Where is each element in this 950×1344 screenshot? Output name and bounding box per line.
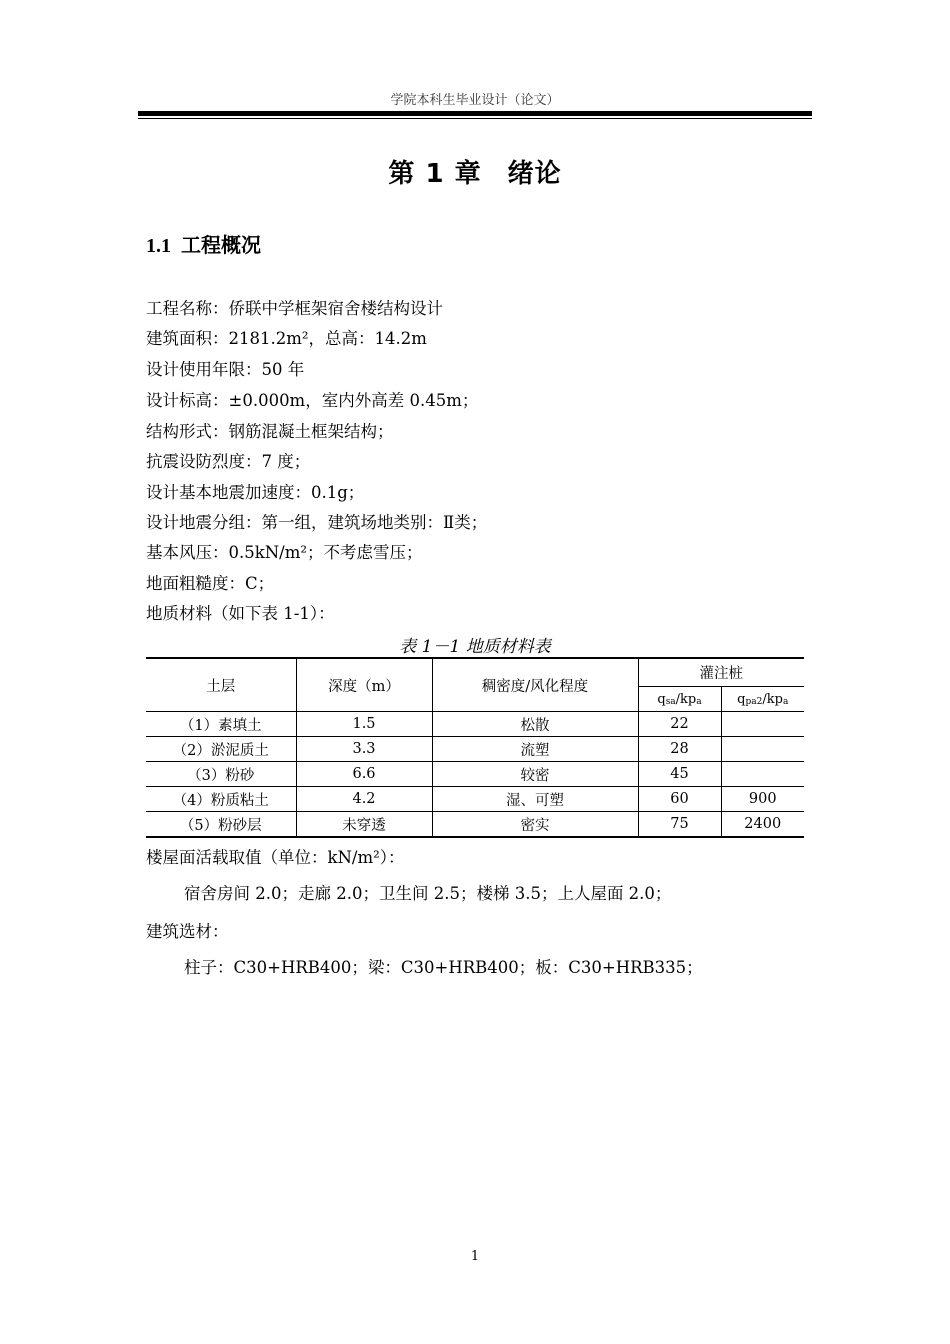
cell-qsa: 28 [638, 737, 721, 762]
elevation-line: 设计标高：±0.000m，室内外高差 0.45m； [146, 391, 479, 410]
materials-title: 建筑选材： [146, 922, 229, 941]
cell-qpa2 [721, 712, 804, 737]
seismic-acceleration-line: 设计基本地震加速度：0.1g； [146, 483, 365, 502]
geology-table [146, 657, 804, 838]
cell-qsa: 22 [638, 712, 721, 737]
seismic-intensity-line: 抗震设防烈度：7 度； [146, 452, 311, 471]
header-qpa2: $q_{pa2}/kp_a$ [721, 687, 804, 712]
section-title [146, 229, 261, 258]
chapter-title [0, 153, 950, 190]
cell-qpa2: 2400 [721, 812, 804, 838]
cell-layer: （1）素填土 [146, 712, 296, 737]
table-caption: 表 1－1 地质材料表 [399, 637, 551, 657]
cell-depth: 4.2 [296, 787, 432, 812]
table-row [146, 762, 804, 787]
header-depth: 深度（m） [296, 658, 432, 712]
table-row [146, 737, 804, 762]
page-number: 1 [470, 1249, 480, 1264]
live-load-values: 宿舍房间 2.0；走廊 2.0；卫生间 2.5；楼梯 3.5；上人屋面 2.0； [184, 884, 672, 903]
header-density: 稠密度/风化程度 [432, 658, 638, 712]
cell-density: 较密 [432, 762, 638, 787]
chapter-number: 第 1 章 [388, 159, 482, 189]
cell-density: 密实 [432, 812, 638, 838]
chapter-name: 绪论 [507, 159, 562, 189]
cell-qsa: 45 [638, 762, 721, 787]
header-qsa: $q_{sa}/kp_a$ [638, 687, 721, 712]
ground-roughness-line: 地面粗糙度：C； [146, 574, 275, 593]
section-number: 1.1 [146, 235, 171, 257]
cell-qpa2 [721, 737, 804, 762]
seismic-group-line: 设计地震分组：第一组，建筑场地类别：Ⅱ类； [146, 513, 488, 532]
wind-pressure-line: 基本风压：0.5kN/m²；不考虑雪压； [146, 543, 423, 562]
cell-layer: （2）淤泥质土 [146, 737, 296, 762]
structure-type-line: 结构形式：钢筋混凝土框架结构； [146, 422, 394, 441]
cell-density: 松散 [432, 712, 638, 737]
cell-qpa2: 900 [721, 787, 804, 812]
cell-qsa: 60 [638, 787, 721, 812]
cell-depth: 6.6 [296, 762, 432, 787]
building-area-line: 建筑面积：2181.2m²，总高：14.2m [146, 329, 427, 348]
live-load-title: 楼屋面活载取值（单位：kN/m²）： [146, 848, 405, 867]
cell-qpa2 [721, 762, 804, 787]
project-name-line: 工程名称：侨联中学框架宿舍楼结构设计 [146, 299, 443, 318]
cell-depth: 1.5 [296, 712, 432, 737]
cell-density: 湿、可塑 [432, 787, 638, 812]
service-life-line: 设计使用年限：50 年 [146, 360, 305, 379]
cell-qsa: 75 [638, 812, 721, 838]
materials-values: 柱子：C30+HRB400；梁：C30+HRB400；板：C30+HRB335； [184, 958, 703, 977]
header-layer: 土层 [146, 658, 296, 712]
header-rule-thin [138, 118, 812, 119]
cell-layer: （3）粉砂 [146, 762, 296, 787]
table-row [146, 787, 804, 812]
table-row [146, 712, 804, 737]
cell-layer: （5）粉砂层 [146, 812, 296, 838]
section-name: 工程概况 [181, 233, 261, 257]
running-header: 学院本科生毕业设计（论文） [390, 93, 560, 108]
cell-density: 流塑 [432, 737, 638, 762]
table-header-row [146, 658, 804, 687]
geology-intro-line: 地质材料（如下表 1-1）： [146, 604, 335, 623]
header-pile: 灌注桩 [638, 658, 804, 687]
table-row [146, 812, 804, 838]
cell-layer: （4）粉质粘土 [146, 787, 296, 812]
header-rule-thick [138, 111, 812, 116]
cell-depth: 3.3 [296, 737, 432, 762]
cell-depth: 未穿透 [296, 812, 432, 838]
